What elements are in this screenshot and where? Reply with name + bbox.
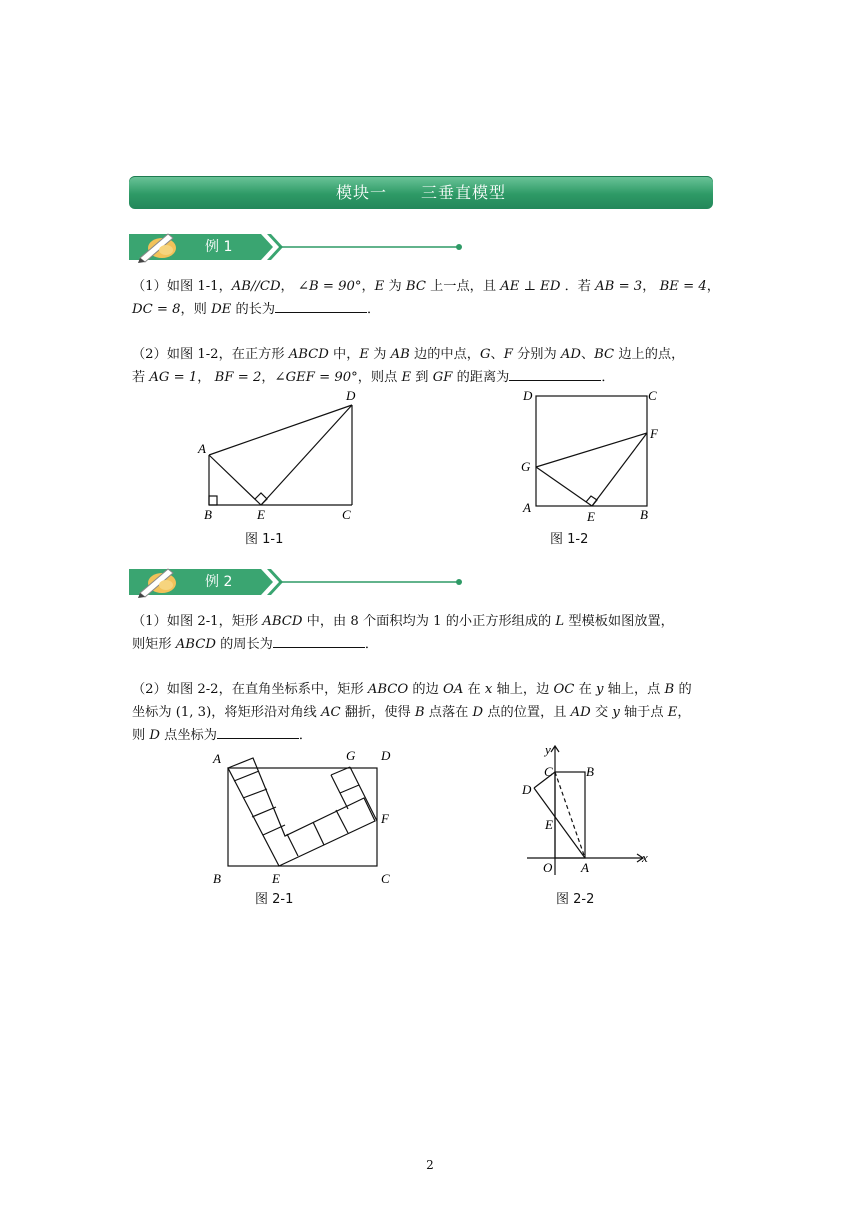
q-text: ． xyxy=(298,728,313,743)
answer-blank[interactable] xyxy=(509,366,601,381)
rectangle-abcd xyxy=(228,768,377,866)
q-math: BF = 2 xyxy=(214,370,262,385)
square-divider xyxy=(340,793,348,809)
segment-gf xyxy=(536,433,647,467)
axis-label: x xyxy=(642,850,648,865)
point-label: C xyxy=(342,507,351,522)
point-label: D xyxy=(522,782,532,797)
q-math: E xyxy=(359,347,370,362)
q-math: D xyxy=(472,705,484,720)
q-math: F xyxy=(503,347,513,362)
example-1-label: 例 1 xyxy=(205,239,233,255)
q-text: 边的中点， xyxy=(409,347,480,362)
example-banner-shape xyxy=(129,232,469,262)
example-2-question-2 xyxy=(132,678,732,747)
q-math: B xyxy=(664,682,675,697)
q-text: 的长为 xyxy=(231,302,276,317)
q-math: y xyxy=(612,705,620,720)
q-text: ．若 xyxy=(560,279,596,294)
q-math: AE ⊥ ED xyxy=(500,279,561,294)
q-text: 轴于点 xyxy=(619,705,668,720)
point-label: F xyxy=(650,426,658,441)
q-text: 点落在 xyxy=(424,705,473,720)
segment-ef xyxy=(592,433,647,506)
q-text: 轴上，边 xyxy=(492,682,554,697)
square-divider xyxy=(313,822,324,845)
point-label: E xyxy=(272,871,280,886)
q-math: x xyxy=(484,682,493,697)
q-text: 则 xyxy=(132,728,150,743)
point-label: B xyxy=(213,871,221,886)
q-text: 的周长为 xyxy=(215,637,273,652)
q-text: 为 xyxy=(384,279,406,294)
point-label: B xyxy=(640,507,648,522)
q-math: E xyxy=(401,370,412,385)
q-math: OC xyxy=(553,682,575,697)
q-math: ABCO xyxy=(367,682,409,697)
q-text: （1）如图 1-1， xyxy=(132,279,232,294)
q-math: B xyxy=(414,705,425,720)
square-divider xyxy=(252,807,276,817)
example-1-question-1 xyxy=(132,275,732,321)
point-label: F xyxy=(381,811,389,826)
q-text: 在 xyxy=(463,682,485,697)
right-angle-mark xyxy=(255,493,267,505)
q-text: ， xyxy=(197,370,211,385)
example-2-banner xyxy=(129,567,469,597)
q-math: AD xyxy=(570,705,591,720)
q-text: （1）如图 2-1，矩形 xyxy=(132,614,263,629)
q-math: y xyxy=(595,682,604,697)
q-text: 的边 xyxy=(408,682,443,697)
axis-label: y xyxy=(545,742,551,757)
example-1-question-2 xyxy=(132,343,732,389)
square-divider xyxy=(331,775,340,793)
square-divider xyxy=(243,789,267,798)
q-text: 的 xyxy=(674,682,692,697)
point-label: G xyxy=(521,459,531,474)
q-text: ， xyxy=(280,279,294,294)
q-math: BE = 4 xyxy=(659,279,707,294)
q-text: 在 xyxy=(574,682,596,697)
q-math: DC = 8 xyxy=(132,302,181,317)
q-math: AD xyxy=(560,347,581,362)
q-math: AB xyxy=(390,347,410,362)
figure-caption: 图 1-2 xyxy=(550,532,589,547)
q-text: ． xyxy=(364,637,379,652)
figure-caption: 图 2-2 xyxy=(556,892,595,907)
square-divider xyxy=(350,767,377,821)
example-1-banner xyxy=(129,232,469,262)
segment-da xyxy=(534,788,585,858)
point-label: C xyxy=(544,764,553,779)
q-math: BC xyxy=(594,347,615,362)
page-number: 2 xyxy=(426,1158,434,1172)
q-text: （2）如图 2-2，在直角坐标系中，矩形 xyxy=(132,682,368,697)
q-text: 中，由 8 个面积均为 1 的小正方形组成的 xyxy=(302,614,556,629)
point-label: A xyxy=(213,751,221,766)
q-math: GF xyxy=(432,370,453,385)
q-math: ABCD xyxy=(288,347,329,362)
q-text: ． xyxy=(601,370,615,385)
q-text: 、 xyxy=(490,347,504,362)
point-label: B xyxy=(204,507,212,522)
module-title: 模块一 三垂直模型 xyxy=(335,183,506,202)
point-label: A xyxy=(198,441,206,456)
point-label: G xyxy=(346,748,356,763)
figure-2-1 xyxy=(205,745,400,891)
q-math: ∠GEF = 90° xyxy=(274,370,358,385)
q-text: 上一点，且 xyxy=(425,279,501,294)
q-text: 为 xyxy=(369,347,391,362)
segment-ed xyxy=(261,405,352,505)
point-label: O xyxy=(543,860,553,875)
point-label: D xyxy=(381,748,391,763)
q-text: ，则 xyxy=(180,302,212,317)
q-text: 到 xyxy=(411,370,433,385)
square-divider xyxy=(234,771,259,781)
q-math: L xyxy=(555,614,565,629)
q-math: BC xyxy=(405,279,426,294)
figure-caption: 图 2-1 xyxy=(255,892,294,907)
answer-blank[interactable] xyxy=(273,633,365,648)
point-label: E xyxy=(587,509,595,524)
q-math: G xyxy=(479,347,491,362)
q-text: ，将矩形沿对角线 xyxy=(211,705,321,720)
example-2-label: 例 2 xyxy=(205,574,233,590)
q-math: D xyxy=(149,728,160,743)
segment-ad xyxy=(209,405,352,455)
example-2-question-1 xyxy=(132,610,732,656)
point-label: E xyxy=(257,507,265,522)
diagonal-ac xyxy=(555,772,585,858)
q-text: 坐标为 xyxy=(132,705,176,720)
point-label: D xyxy=(523,388,533,403)
pencil-hand-icon xyxy=(128,228,180,268)
q-text: 边上的点， xyxy=(614,347,685,362)
q-text: ， xyxy=(642,279,656,294)
q-math: AB = 3 xyxy=(595,279,643,294)
q-math: ABCD xyxy=(175,637,216,652)
point-label: B xyxy=(586,764,594,779)
point-label: C xyxy=(648,388,657,403)
segment-ge xyxy=(536,467,592,506)
q-math: AC xyxy=(320,705,341,720)
q-text: ， xyxy=(261,370,275,385)
q-text: 若 xyxy=(132,370,150,385)
q-text: 轴上，点 xyxy=(603,682,665,697)
q-math: OA xyxy=(442,682,464,697)
point-label: D xyxy=(346,388,356,403)
q-math: ABCD xyxy=(262,614,303,629)
pencil-hand-icon xyxy=(128,563,180,603)
point-label: A xyxy=(581,860,589,875)
answer-blank[interactable] xyxy=(217,724,299,739)
q-math: AG = 1 xyxy=(149,370,198,385)
q-math: DE xyxy=(211,302,232,317)
q-text: 、 xyxy=(580,347,595,362)
q-text: 型模板如图放置， xyxy=(564,614,674,629)
q-math: E xyxy=(667,705,678,720)
q-math: E xyxy=(374,279,385,294)
point-label: C xyxy=(381,871,390,886)
q-text: ， xyxy=(706,279,720,294)
example-banner-shape xyxy=(129,567,469,597)
q-text: 点的位置，且 xyxy=(483,705,571,720)
square-divider xyxy=(336,810,348,833)
square-abcd xyxy=(536,396,647,506)
q-text: 则矩形 xyxy=(132,637,176,652)
figure-caption: 图 1-1 xyxy=(245,532,284,547)
square-divider xyxy=(287,834,298,856)
right-angle-mark xyxy=(209,496,217,505)
q-math: AB//CD xyxy=(231,279,281,294)
q-text: 分别为 xyxy=(512,347,561,362)
q-text: ， xyxy=(677,705,691,720)
figure-1-2 xyxy=(518,385,668,529)
q-text: 的距离为 xyxy=(452,370,510,385)
q-math: ∠B = 90° xyxy=(297,279,362,294)
q-text: 中， xyxy=(328,347,360,362)
q-text: （2）如图 1-2，在正方形 xyxy=(132,347,289,362)
square-divider xyxy=(340,785,359,793)
q-math: (1, 3) xyxy=(175,705,212,720)
point-label: A xyxy=(523,500,531,515)
q-text: 翻折，使得 xyxy=(340,705,415,720)
figure-1-1 xyxy=(195,385,375,529)
q-text: ． xyxy=(367,302,381,317)
answer-blank[interactable] xyxy=(275,298,367,313)
q-text: ，则点 xyxy=(357,370,402,385)
q-text: 点坐标为 xyxy=(159,728,217,743)
figure-2-2 xyxy=(515,740,665,884)
square-divider xyxy=(263,825,285,835)
q-text: 交 xyxy=(590,705,613,720)
q-text: ， xyxy=(361,279,375,294)
point-label: E xyxy=(545,817,553,832)
